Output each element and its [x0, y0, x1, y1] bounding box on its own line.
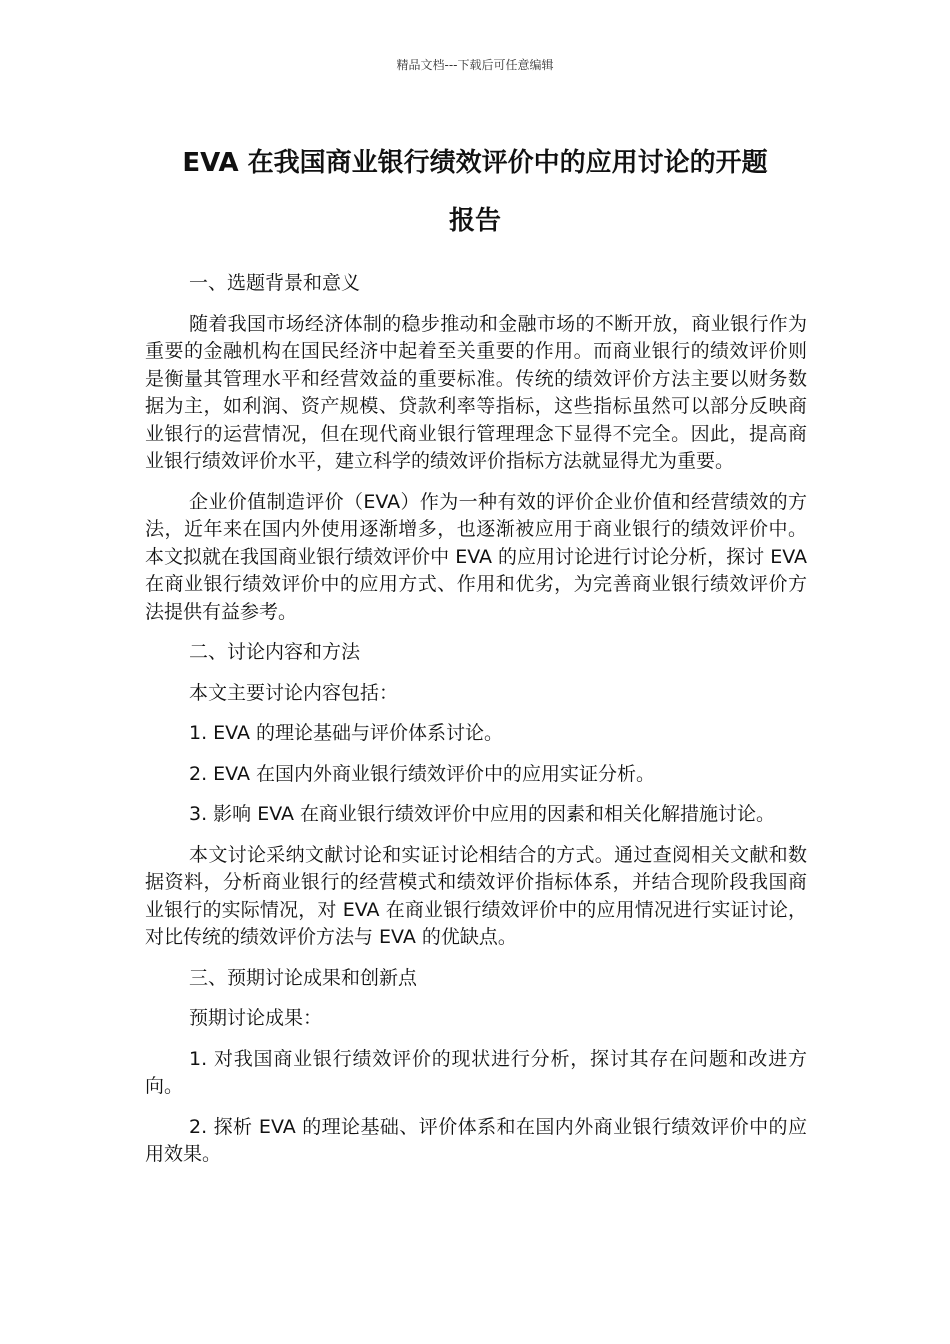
document-title-line2: 报告 [448, 206, 501, 236]
section3-intro: 预期讨论成果： [189, 1007, 323, 1029]
page-header-note: 精品文档---下载后可任意编辑 [396, 58, 554, 72]
section2-list-item: 1. EVA 的理论基础与评价体系讨论。 [189, 722, 503, 744]
section2-list-item: 2. EVA 在国内外商业银行绩效评价中的应用实证分析。 [189, 762, 655, 785]
section2-heading: 二、讨论内容和方法 [189, 641, 361, 663]
document-body [145, 270, 807, 1182]
section3-heading: 三、预期讨论成果和创新点 [189, 966, 418, 989]
section1-heading: 一、选题背景和意义 [189, 272, 361, 294]
section1-paragraph-1: 随着我国市场经济体制的稳步推动和金融市场的不断开放，商业银行作为重要的金融机构在国民经济中起着至关重要的作用。而商业银行的绩效评价则是衡量其管理水平和经营效益的重要标准。传统的绩效评价方法主要以财务数据为主，如利润、资产规模、贷款利率等指标，这些指标虽然可以部分反映商业银行的运营情况，但在现代商业银行管理理念下显得不完全。因此，提高商业银行绩效评价水平，建立科学的绩效评价指标方法就显得尤为重要。 [145, 312, 807, 472]
section3-list-item: 1. 对我国商业银行绩效评价的现状进行分析，探讨其存在问题和改进方向。 [145, 1047, 807, 1097]
section2-list-item: 3. 影响 EVA 在商业银行绩效评价中应用的因素和相关化解措施讨论。 [189, 803, 776, 825]
document-title-line1: EVA 在我国商业银行绩效评价中的应用讨论的开题 [182, 148, 768, 178]
section1-paragraph-2: 企业价值制造评价（EVA）作为一种有效的评价企业价值和经营绩效的方法，近年来在国内外使用逐渐增多，也逐渐被应用于商业银行的绩效评价中。本文拟就在我国商业银行绩效评价中 EVA 的应用讨论进行讨论分析，探讨 EVA 在商业银行绩效评价中的应用方式、作用和优劣，为完善商业银行绩效评价方法提供有益参考。 [145, 490, 807, 623]
document-title [120, 134, 830, 250]
section2-intro: 本文主要讨论内容包括： [189, 681, 399, 704]
section3-list-item: 2. 探析 EVA 的理论基础、评价体系和在国内外商业银行绩效评价中的应用效果。 [145, 1115, 807, 1165]
section2-method-paragraph: 本文讨论采纳文献讨论和实证讨论相结合的方式。通过查阅相关文献和数据资料，分析商业银行的经营模式和绩效评价指标体系，并结合现阶段我国商业银行的实际情况，对 EVA 在商业银行绩效评价中的应用情况进行实证讨论，对比传统的绩效评价方法与 EVA 的优缺点。 [145, 843, 807, 948]
